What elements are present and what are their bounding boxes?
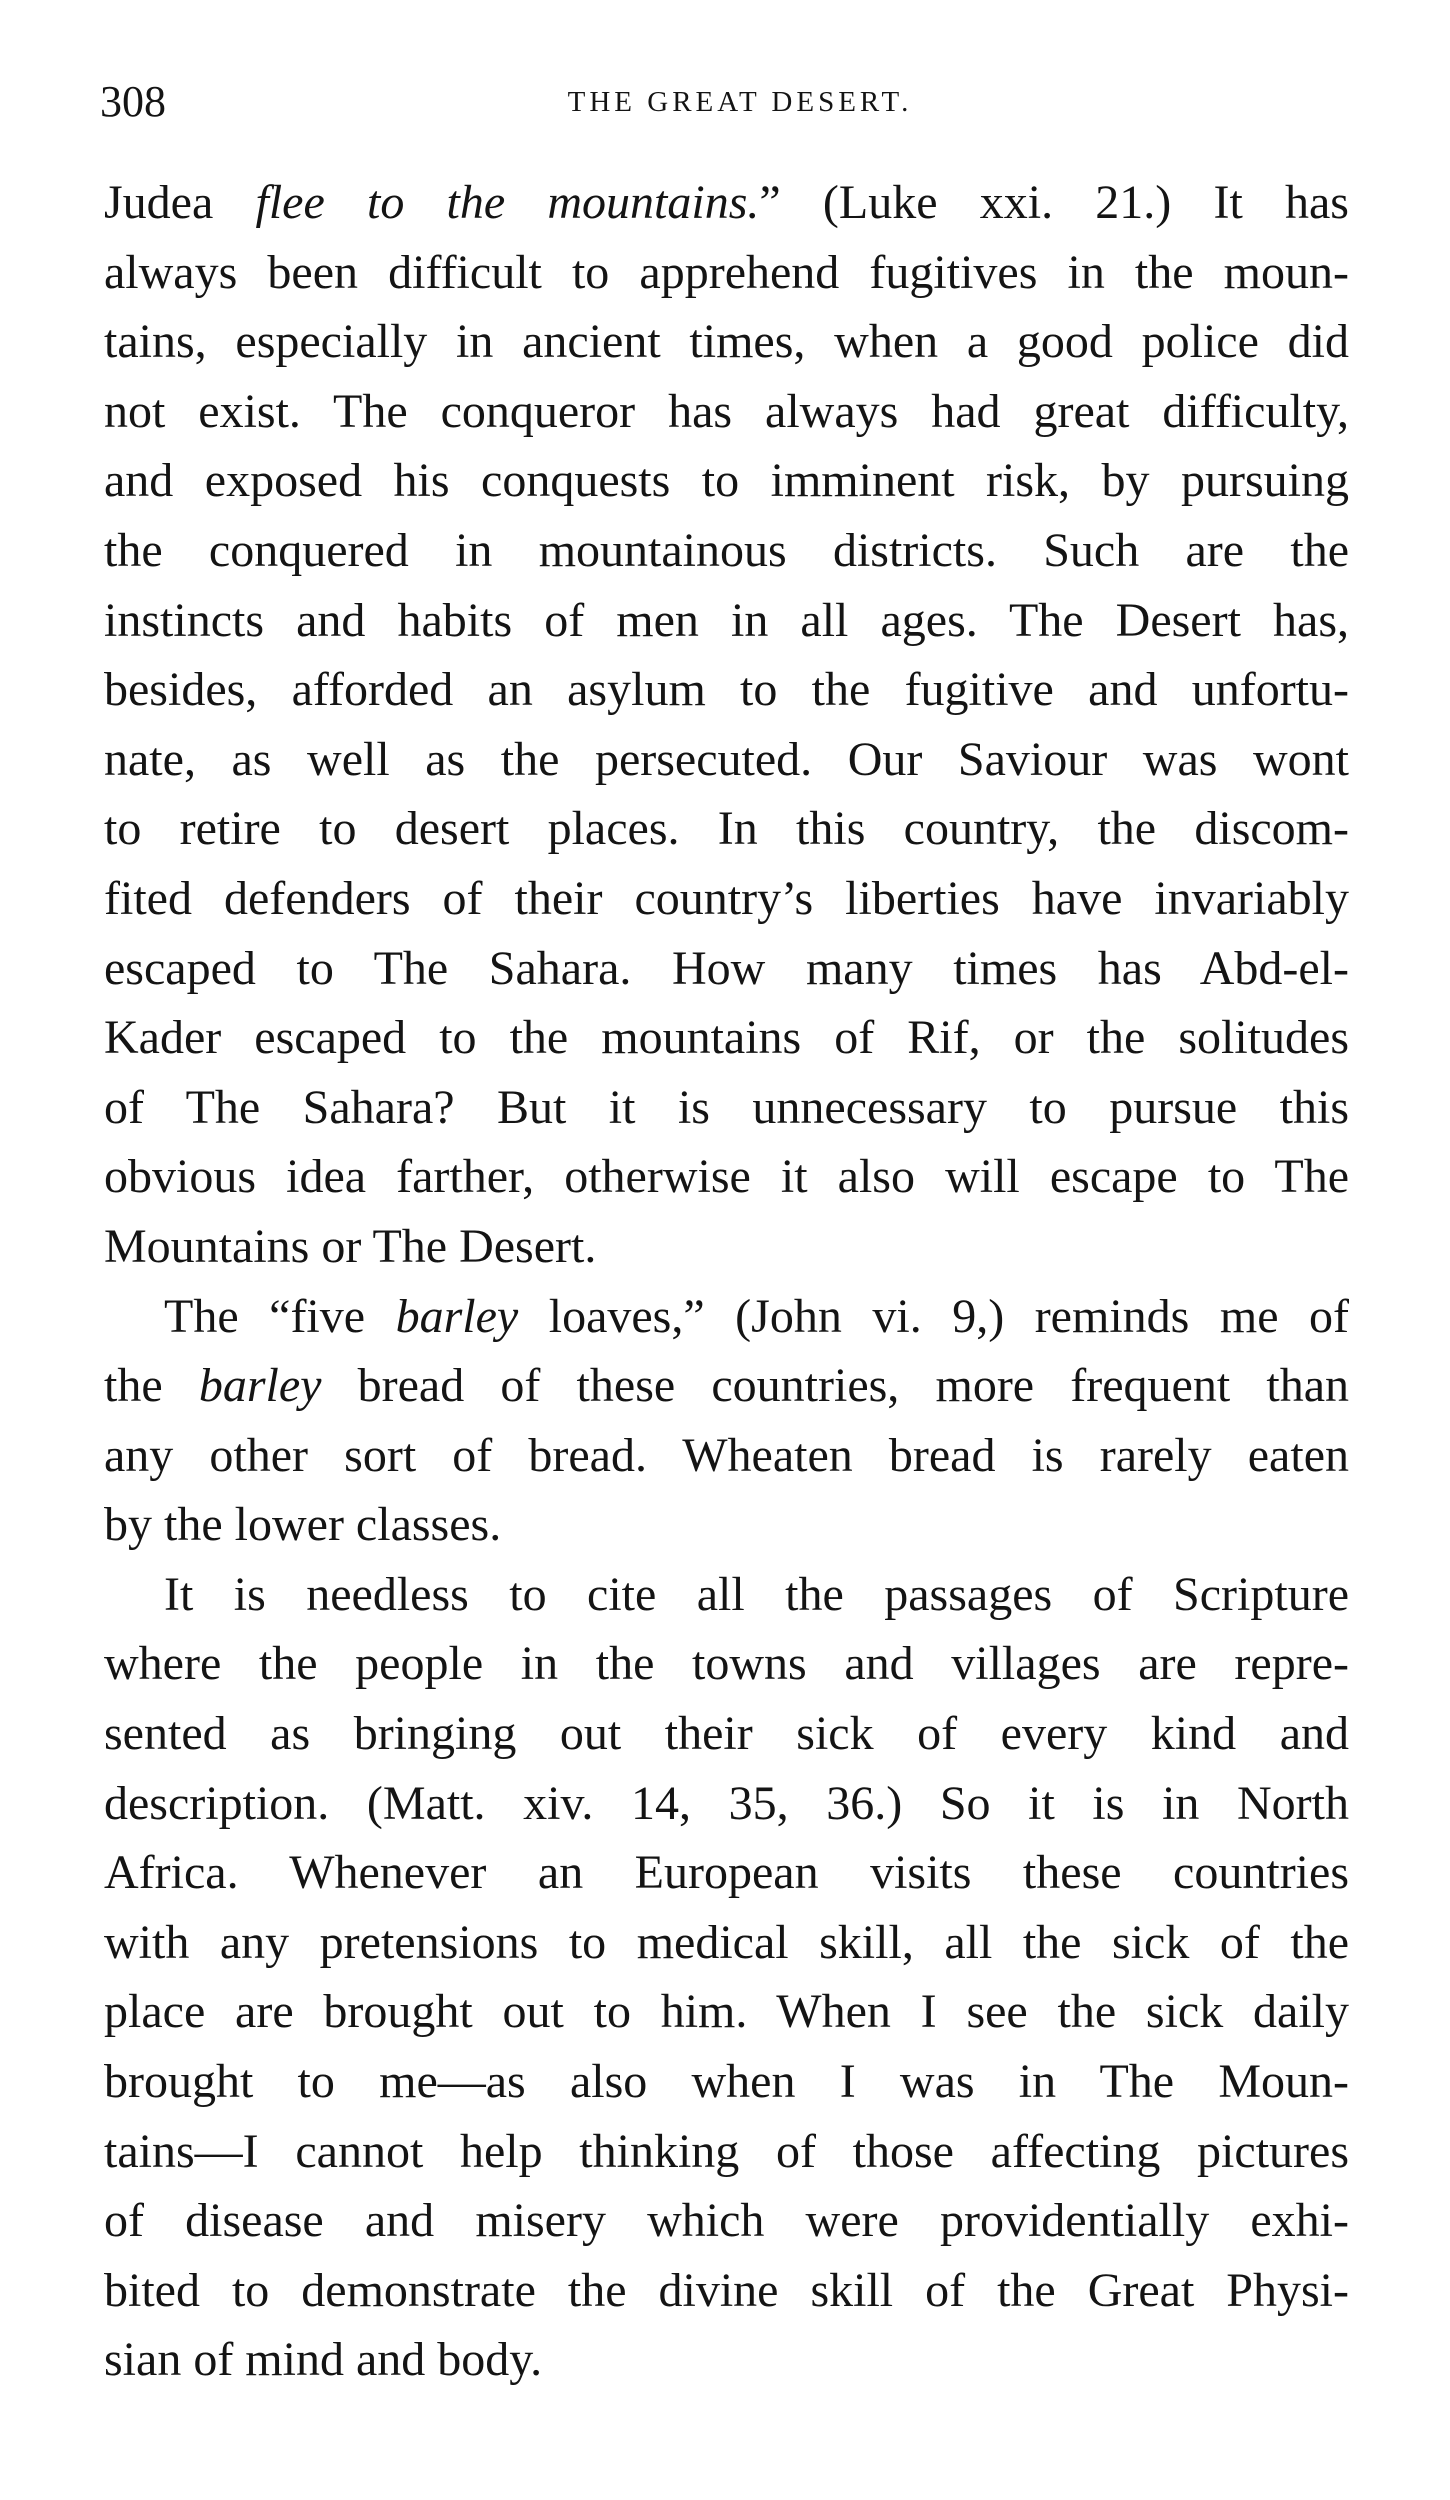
- text-run: escaped to The Sahara. How many times has Abd-el-: [104, 941, 1349, 995]
- text-line: [104, 1699, 1349, 1769]
- text-run: bread of these countries, more frequent than: [321, 1359, 1349, 1413]
- text-line: [104, 1838, 1349, 1908]
- body-text: [104, 168, 1349, 2395]
- text-run: the conquered in mountainous districts. Such are the: [104, 523, 1349, 577]
- text-line: [104, 377, 1349, 447]
- text-run: brought to me—as also when I was in The Moun-: [104, 2055, 1349, 2109]
- text-line: [104, 516, 1349, 586]
- text-run: any other sort of bread. Wheaten bread is rarely eaten: [104, 1428, 1349, 1482]
- text-line: [104, 2186, 1349, 2256]
- page-number: 308: [100, 77, 166, 126]
- running-title: THE GREAT DESERT.: [567, 86, 913, 118]
- text-line: [104, 2325, 1349, 2395]
- text-run: with any pretensions to medical skill, all the sick of the: [104, 1915, 1349, 1969]
- text-run: It is needless to cite all the passages of Scripture: [164, 1567, 1349, 1621]
- text-line: [104, 238, 1349, 308]
- text-line: [104, 1560, 1349, 1630]
- text-run: sented as bringing out their sick of every kind and: [104, 1707, 1349, 1761]
- text-run: description. (Matt. xiv. 14, 35, 36.) So it is in North: [104, 1776, 1349, 1830]
- text-run: where the people in the towns and villages are repre-: [104, 1637, 1349, 1691]
- text-run: sian of mind and body.: [104, 2333, 543, 2387]
- text-run: the: [104, 1359, 199, 1413]
- text-run: Mountains or The Desert.: [104, 1219, 597, 1273]
- text-run: tains—I cannot help thinking of those affecting pictures: [104, 2124, 1349, 2178]
- text-line: [104, 1908, 1349, 1978]
- text-line: [104, 1977, 1349, 2047]
- text-line: [104, 1073, 1349, 1143]
- running-head: [100, 72, 1340, 132]
- text-run: bited to demonstrate the divine skill of the Great Physi-: [104, 2263, 1349, 2317]
- text-line: [104, 934, 1349, 1004]
- text-run: tains, especially in ancient times, when a good police did: [104, 315, 1349, 369]
- text-run: fited defenders of their country’s liberties have invariably: [104, 871, 1349, 925]
- text-line: [104, 1421, 1349, 1491]
- text-line: [104, 1769, 1349, 1839]
- text-run: loaves,” (John vi. 9,) reminds me of: [518, 1289, 1349, 1343]
- text-run: of disease and misery which were providentially exhi-: [104, 2194, 1349, 2248]
- text-line: [104, 1282, 1349, 1352]
- text-line: [104, 1351, 1349, 1421]
- text-line: [104, 446, 1349, 516]
- text-line: [104, 168, 1349, 238]
- text-run: Kader escaped to the mountains of Rif, or the solitudes: [104, 1011, 1349, 1065]
- text-line: [104, 1490, 1349, 1560]
- text-line: [104, 655, 1349, 725]
- italic-text: flee to the mountains.: [255, 176, 760, 229]
- text-line: [104, 864, 1349, 934]
- text-run: and exposed his conquests to imminent risk, by pursuing: [104, 454, 1349, 508]
- text-run: obvious idea farther, otherwise it also will escape to The: [104, 1150, 1349, 1204]
- text-run: The “five: [164, 1289, 396, 1343]
- text-run: nate, as well as the persecuted. Our Saviour was wont: [104, 732, 1349, 786]
- text-run: instincts and habits of men in all ages. The Desert has,: [104, 593, 1349, 647]
- text-run: always been difficult to apprehend fugitives in the moun-: [104, 245, 1349, 299]
- text-line: [104, 2117, 1349, 2187]
- text-line: [104, 794, 1349, 864]
- text-line: [104, 1629, 1349, 1699]
- text-run: ” (Luke xxi. 21.) It has: [759, 176, 1349, 229]
- text-line: [104, 2256, 1349, 2326]
- text-run: Judea: [104, 176, 256, 229]
- text-line: [104, 586, 1349, 656]
- text-line: [104, 307, 1349, 377]
- text-run: to retire to desert places. In this country, the discom-: [104, 802, 1349, 856]
- text-line: [104, 1212, 1349, 1282]
- text-run: not exist. The conqueror has always had great difficulty,: [104, 384, 1349, 438]
- text-run: of The Sahara? But it is unnecessary to pursue this: [104, 1080, 1349, 1134]
- text-run: Africa. Whenever an European visits these countries: [104, 1846, 1349, 1900]
- text-line: [104, 2047, 1349, 2117]
- italic-text: barley: [198, 1359, 322, 1413]
- text-run: place are brought out to him. When I see the sick daily: [104, 1985, 1349, 2039]
- italic-text: barley: [395, 1289, 519, 1343]
- text-line: [104, 1003, 1349, 1073]
- text-line: [104, 725, 1349, 795]
- text-run: besides, afforded an asylum to the fugitive and unfortu-: [104, 663, 1349, 717]
- text-run: by the lower classes.: [104, 1498, 502, 1552]
- text-line: [104, 1142, 1349, 1212]
